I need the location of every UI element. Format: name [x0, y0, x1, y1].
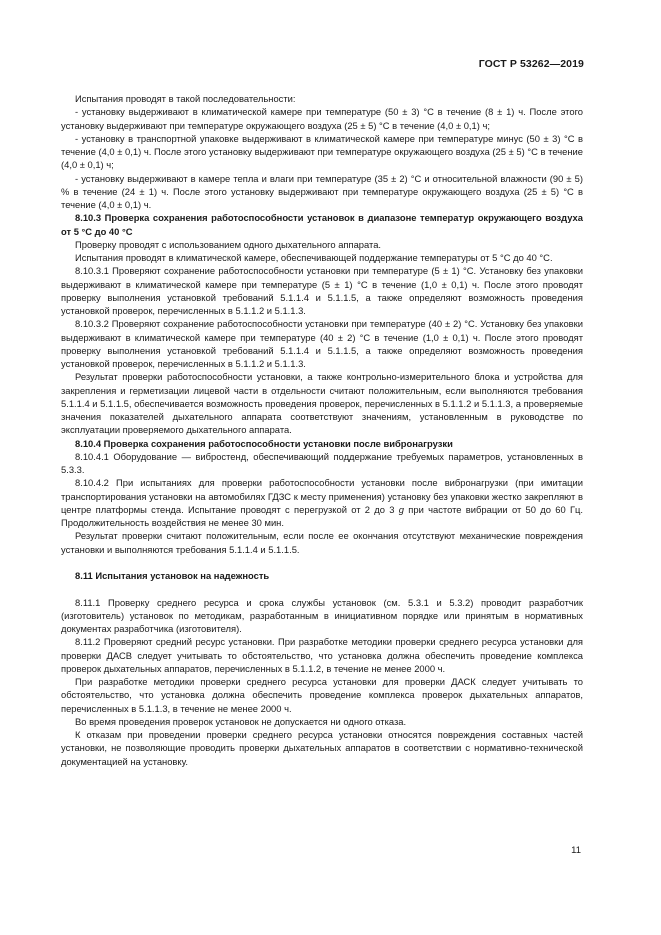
list-item: - установку выдерживают в камере тепла и влаги при температуре (35 ± 2) °С и относительной влажности (90 ± 5) % в течение (24 ± 1) ч. После этого установку выдерживают при температуре окружающего воздуха (25 ± 5) °С в течение (4,0 ± 0,1) ч.: [61, 172, 583, 210]
paragraph: К отказам при проведении проверки среднего ресурса установки относятся повреждения составных частей установки, не позволяющие проводить проверки дыхательных аппаратов в соответствии с нормативно-технической документацией на установку.: [61, 729, 583, 767]
list-item: - установку выдерживают в климатической камере при температуре (50 ± 3) °С в течение (8 ± 1) ч. После этого установку выдерживают при температуре окружающего воздуха (25 ± 5) °С в течение (4,0 ± 0,1) ч;: [61, 106, 583, 131]
standard-designation: ГОСТ Р 53262—2019: [478, 58, 584, 70]
paragraph: 8.10.3.1 Проверяют сохранение работоспособности установки при температуре (5 ± 1) °С. Установку без упаковки выдерживают в климатической камере при температуре (5 ± 1) °С в течение (1,0 ± 0,1) ч. После этого проводят проверку выполнения установкой требований 5.1.1.4 и 5.1.1.5, а также определяют возможность проведения установкой проверок, перечисленных в 5.1.1.2 и 5.1.1.3.: [61, 265, 583, 316]
section-heading-8-10-4: 8.10.4 Проверка сохранения работоспособности установки после вибронагрузки: [75, 437, 453, 449]
paragraph: Результат проверки работоспособности установки, а также контрольно-измерительного блока и устройства для закрепления и герметизации лицевой части в отдельности считают положительным, если выполняются требования 5.1.1.4 и 5.1.1.5, обеспечивается возможность проведения проверок, перечисленных в 5.1.1.2 и 5.1.1.3, а проверяемые значения показателей дыхательного аппарата соответствуют значениям, установленным в руководстве по эксплуатации проверяемого дыхательного аппарата.: [61, 371, 583, 436]
document-body: [61, 92, 583, 768]
section-heading-8-11: 8.11 Испытания установок на надежность: [75, 570, 270, 581]
paragraph: При разработке методики проверки среднего ресурса установки для проверки ДАСК следует учитывать то обстоятельство, что установка должна обеспечить проведение комплекса проверок дыхательных аппаратов, перечисленных в 5.1.1.3, в течение не менее 2000 ч.: [61, 676, 583, 714]
section-heading-8-10-3: 8.10.3 Проверка сохранения работоспособности установок в диапазоне температур окружающего воздуха от 5 °С до 40 °С: [61, 212, 583, 237]
paragraph: Результат проверки считают положительным, если после ее окончания отсутствуют механические повреждения установки и выполняются требования 5.1.1.4 и 5.1.1.5.: [61, 530, 583, 555]
page-number: 11: [571, 845, 581, 856]
gravity-symbol: g: [398, 503, 405, 515]
paragraph: 8.10.4.1 Оборудование — вибростенд, обеспечивающий поддержание требуемых параметров, установленных в 5.3.3.: [61, 450, 583, 475]
paragraph: [61, 476, 583, 529]
paragraph: Во время проведения проверок установок не допускается ни одного отказа.: [75, 715, 407, 727]
paragraph: Испытания проводят в климатической камере, обеспечивающей поддержание температуры от 5 °С до 40 °С.: [75, 252, 553, 263]
text-run: 8.10.4.2 При испытаниях для проверки работоспособности установки после вибронагрузки (при имитации транспортирования установки на автомобилях ГДЗС к месту применения) установку без упаковки жестко закрепляют в центре платформы стенда. Испытание проводят с перегрузкой от 2 до 3: [61, 477, 583, 515]
list-item: - установку в транспортной упаковке выдерживают в климатической камере при температуре минус (50 ± 3) °С в течение (4,0 ± 0,1) ч. После этого установку выдерживают при температуре окружающего воздуха (25 ± 5) °С в течение (4,0 ± 0,1) ч;: [61, 132, 583, 171]
text-run: при частоте вибрации от 50 до 60 Гц. Продолжительность воздействия не менее 30 мин.: [61, 503, 584, 528]
paragraph: 8.11.1 Проверку среднего ресурса и срока службы установок (см. 5.3.1 и 5.3.2) проводит разработчик (изготовитель) установок по методикам, разработанным в инициативном порядке или принятым в нормативных документах разработчика (изготовителя).: [61, 596, 583, 634]
paragraph: 8.11.2 Проверяют средний ресурс установки. При разработке методики проверки среднего ресурса установки для проверки ДАСВ следует учитывать то обстоятельство, что установка должна обеспечить проведение комплекса проверок дыхательных аппаратов, перечисленных в 5.1.1.2, в течение не менее 2000 ч.: [61, 636, 583, 674]
paragraph: Проверку проводят с использованием одного дыхательного аппарата.: [75, 238, 382, 250]
paragraph: 8.10.3.2 Проверяют сохранение работоспособности установки при температуре (40 ± 2) °С. Установку без упаковки выдерживают в климатической камере при температуре (40 ± 2) °С в течение (1,0 ± 0,1) ч. После этого проводят проверку выполнения установкой требований 5.1.1.4 и 5.1.1.5, а также определяют возможность проведения установкой проверок, перечисленных в 5.1.1.2 и 5.1.1.3.: [61, 318, 583, 369]
paragraph: Испытания проводят в такой последовательности:: [75, 93, 296, 104]
